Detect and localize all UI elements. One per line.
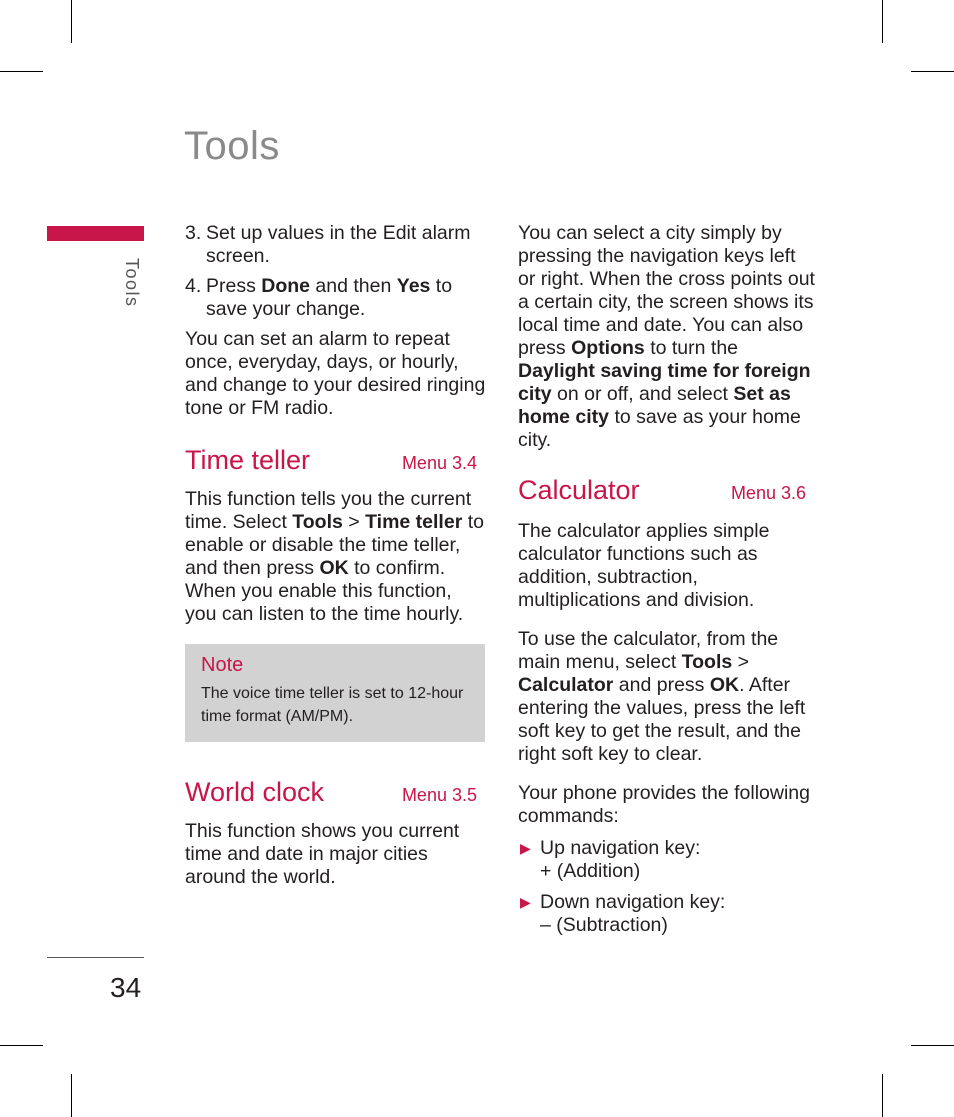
- alarm-paragraph: You can set an alarm to repeat once, everyday, days, or hourly, and change to your desired ringing tone or FM radio.: [185, 328, 486, 419]
- step-text: Set up values in the Edit alarm screen.: [206, 222, 471, 267]
- menu-number: Menu 3.5: [401, 785, 477, 805]
- note-box: [185, 644, 485, 742]
- time-teller-keyword: Time teller: [365, 511, 463, 533]
- section-heading: Time teller: [185, 445, 311, 475]
- crop-mark: [911, 1045, 954, 1046]
- side-tab-label: Tools: [122, 258, 142, 308]
- step-3: [185, 222, 487, 268]
- city-paragraph: [518, 222, 816, 452]
- body-text: to turn the: [644, 337, 739, 359]
- daylight-saving-keyword: Daylight saving time for foreign city: [518, 360, 811, 405]
- menu-number: Menu 3.4: [401, 453, 477, 473]
- separator: >: [342, 511, 366, 533]
- tools-keyword: Tools: [681, 651, 733, 673]
- page-number: 34: [110, 972, 142, 1003]
- body-text: To use the calculator, from the main menu, select: [518, 628, 779, 673]
- right-column: [518, 222, 816, 945]
- body-text: to confirm. When you enable this function, you can listen to the time hourly.: [185, 557, 464, 625]
- step-4: [185, 275, 487, 321]
- time-teller-paragraph: [185, 488, 487, 626]
- time-teller-header: [185, 444, 487, 476]
- bullet-line: Down navigation key:: [540, 891, 726, 913]
- triangle-right-icon: ▶: [520, 840, 531, 856]
- bullet-line: Up navigation key:: [540, 837, 701, 859]
- yes-keyword: Yes: [396, 275, 431, 297]
- crop-mark: [0, 1045, 43, 1046]
- step-text: to save your change.: [206, 275, 453, 320]
- home-city-keyword: Set as home city: [518, 383, 791, 428]
- list-item: [518, 837, 816, 883]
- bullet-line: + (Addition): [540, 860, 641, 882]
- body-text: to enable or disable the time teller, and then press: [185, 511, 484, 579]
- step-text: and then: [310, 275, 397, 297]
- body-text: to save as your home city.: [518, 406, 801, 451]
- calculator-intro: The calculator applies simple calculator functions such as addition, subtraction, multiplications and division.: [518, 520, 770, 611]
- calculator-keyword: Calculator: [518, 674, 614, 696]
- note-title: Note: [201, 654, 244, 676]
- step-number: 3.: [185, 222, 202, 244]
- crop-mark: [882, 1074, 883, 1117]
- ok-keyword: OK: [319, 557, 349, 579]
- step-text: Press: [206, 275, 262, 297]
- commands-intro: Your phone provides the following commands:: [518, 782, 810, 827]
- body-text: on or off, and select: [551, 383, 734, 405]
- crop-mark: [882, 0, 883, 43]
- triangle-right-icon: ▶: [520, 894, 531, 910]
- done-keyword: Done: [261, 275, 311, 297]
- tools-keyword: Tools: [292, 511, 343, 533]
- section-heading: Calculator: [518, 475, 640, 505]
- page-title: Tools: [184, 124, 280, 168]
- side-tab-bar: [47, 226, 144, 241]
- world-clock-header: [185, 776, 487, 808]
- footer-rule: [47, 957, 144, 958]
- crop-mark: [911, 71, 954, 72]
- step-number: 4.: [185, 275, 202, 297]
- body-text: You can select a city simply by pressing the navigation keys left or right. When the cross points out a certain city, the screen shows its local time and date. You can also press: [518, 222, 815, 359]
- separator: >: [732, 651, 750, 673]
- ok-keyword: OK: [709, 674, 740, 696]
- note-text: The voice time teller is set to 12-hour time format (AM/PM).: [201, 685, 464, 725]
- left-column: [185, 222, 487, 898]
- menu-number: Menu 3.6: [730, 483, 806, 503]
- options-keyword: Options: [571, 337, 645, 359]
- body-text: . After entering the values, press the left soft key to get the result, and the right soft key to clear.: [518, 674, 806, 765]
- body-text: and press: [613, 674, 710, 696]
- calculator-usage: [518, 628, 816, 766]
- world-clock-paragraph: This function shows you current time and date in major cities around the world.: [185, 820, 460, 888]
- crop-mark: [0, 71, 43, 72]
- calculator-header: [518, 474, 816, 506]
- crop-mark: [71, 0, 72, 43]
- bullet-line: – (Subtraction): [540, 914, 668, 936]
- body-text: This function tells you the current time. Select: [185, 488, 472, 533]
- crop-mark: [71, 1074, 72, 1117]
- list-item: [518, 891, 816, 937]
- section-heading: World clock: [185, 777, 325, 807]
